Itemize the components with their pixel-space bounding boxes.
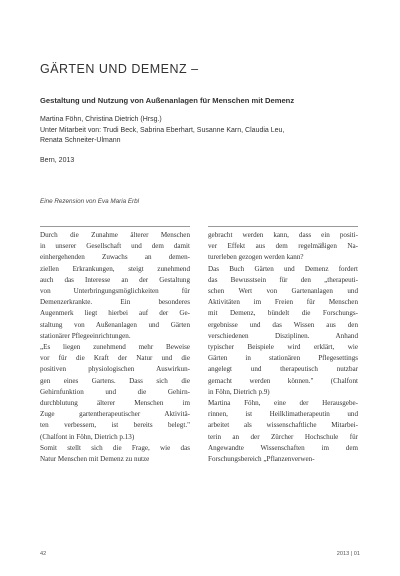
left-column-divider xyxy=(40,226,190,227)
right-column-divider xyxy=(208,226,358,227)
column-line: „Es liegen zunehmend mehr Beweise xyxy=(40,343,190,352)
column-line: Das Buch Gärten und Demenz fordert xyxy=(208,264,358,273)
column-line: positiven physiologischen Auswirkun- xyxy=(40,365,190,374)
column-line: ziellen Erkrankungen, steigt zunehmend xyxy=(40,264,190,273)
right-text-column xyxy=(208,230,358,465)
column-line: ten verbessern, ist bereits belegt." xyxy=(40,421,190,430)
column-line: arbeitet als wissenschaftliche Mitarbei- xyxy=(208,421,358,430)
column-line: ver Effekt aus dem regelmäßigen Na- xyxy=(208,242,358,251)
column-line: Gehirnfunktion und die Gehirn- xyxy=(40,387,190,396)
column-line: angelegt und therapeutisch nutzbar xyxy=(208,365,358,374)
column-line: in unserer Gesellschaft und dem damit xyxy=(40,242,190,251)
column-line: gebracht werden kann, dass ein positi- xyxy=(208,231,358,239)
column-line: stationärer Pflegeeinrichtungen. xyxy=(40,331,131,340)
publication-place-year: Bern, 2013 xyxy=(40,157,75,164)
column-line: staltung von Außenanlagen und Gärten xyxy=(40,320,190,329)
column-line: Durch die Zunahme älterer Menschen xyxy=(40,231,190,239)
column-line: das Bewusstsein für den „therapeuti- xyxy=(208,275,358,284)
column-line: einhergehenden Zuwachs an demen- xyxy=(40,253,190,262)
column-line: turerleben gezogen werden kann? xyxy=(208,253,304,262)
column-line: Forschungsbereich „Pflanzenverwen- xyxy=(208,455,315,464)
column-line: mit Demenz, bündelt die Forschungs- xyxy=(208,309,358,318)
issue-label: 2013 | 01 xyxy=(336,551,360,557)
column-line: ergebnisse und das Wissen aus den xyxy=(208,320,358,329)
column-line: in Föhn, Dietrich p.9) xyxy=(208,387,270,396)
column-line: vor für die Kraft der Natur und die xyxy=(40,354,190,363)
column-line: Zuge gartentherapeutischer Aktivitä- xyxy=(40,410,190,419)
article-title: GÄRTEN UND DEMENZ – xyxy=(40,62,199,76)
column-line: Angewandte Wissenschaften im dem xyxy=(208,443,358,452)
column-line: Natur Menschen mit Demenz zu nutze xyxy=(40,455,150,464)
column-line: Aktivitäten im Freien für Menschen xyxy=(208,298,358,307)
book-editors: Martina Föhn, Christina Dietrich (Hrsg.) xyxy=(40,116,162,123)
column-line: gen eines Gartens. Dass sich die xyxy=(40,376,190,385)
column-line: Gärten in stationären Pflegesettings xyxy=(208,354,358,363)
book-credits xyxy=(40,115,370,147)
column-line: Augenmerk liegt hierbei auf der Ge- xyxy=(40,309,190,318)
column-line: typischer Beispiele wird erklärt, wie xyxy=(208,343,358,352)
column-line: rinnen, ist Heilklimatherapeutin und xyxy=(208,410,358,419)
column-line: verschiedenen Disziplinen. Anhand xyxy=(208,331,358,340)
column-line: (Chalfont in Föhn, Dietrich p.13) xyxy=(40,432,135,441)
page-number: 42 xyxy=(40,551,47,557)
review-author-line: Eine Rezension von Eva Maria Erbl xyxy=(40,198,140,205)
book-collaborators-line-1: Unter Mitarbeit von: Trudi Beck, Sabrina Eberhart, Susanne Karn, Claudia Leu, xyxy=(40,126,285,134)
book-collaborators-line-2: Renata Schneiter-Ulmann xyxy=(40,137,121,145)
column-line: Martina Föhn, eine der Herausgebe- xyxy=(208,399,358,408)
column-line: durchblutung älterer Menschen im xyxy=(40,399,190,408)
column-line: terin an der Zürcher Hochschule für xyxy=(208,432,358,441)
column-line: auch das Interesse an der Gestaltung xyxy=(40,275,190,284)
column-line: Somit stellt sich die Frage, wie das xyxy=(40,443,190,452)
article-subtitle: Gestaltung und Nutzung von Außenanlagen für Menschen mit Demenz xyxy=(40,96,295,105)
left-text-column xyxy=(40,230,190,465)
column-line: von Unterbringungsmöglichkeiten für xyxy=(40,287,190,296)
column-line: schen Wert von Gartenanlagen und xyxy=(208,287,358,296)
column-line: Demenzerkrankte. Ein besonderes xyxy=(40,298,190,307)
column-line: gemacht werden können." (Chalfont xyxy=(208,376,358,385)
